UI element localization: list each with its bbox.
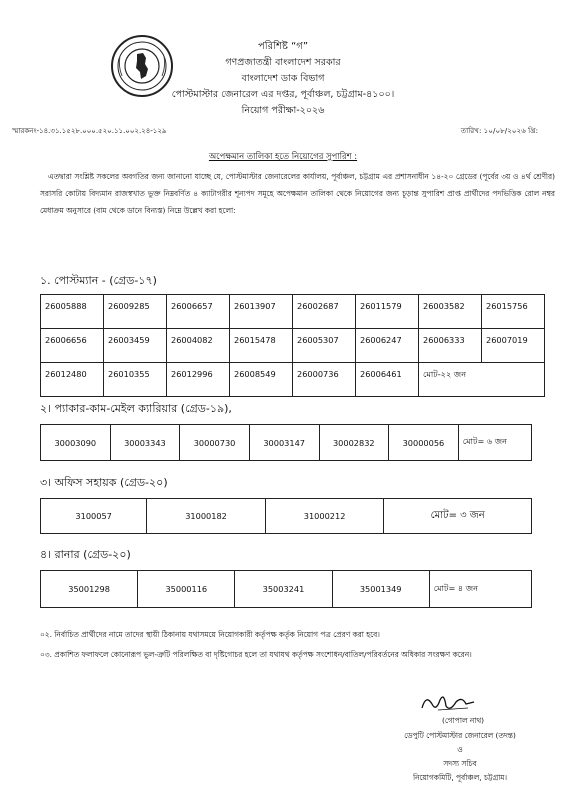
- total-cell: মোট-২২ জন: [419, 363, 545, 397]
- exam-title: নিয়োগ পরীক্ষা-২০২৬: [241, 105, 325, 116]
- roll-cell: 26006656: [41, 329, 104, 363]
- government-name: গণপ্রজাতন্ত্রী বাংলাদেশ সরকার: [225, 57, 341, 68]
- handwritten-signature: [418, 690, 478, 716]
- signer-name: (গোপাল নাথ): [441, 716, 485, 725]
- roll-cell: 26013907: [230, 295, 293, 329]
- roll-cell: 26006333: [419, 329, 482, 363]
- roll-cell: 30003090: [41, 425, 111, 461]
- roll-cell: 26004082: [167, 329, 230, 363]
- subject-line: অপেক্ষমান তালিকা হতে নিয়োগের সুপারিশ :: [208, 151, 358, 161]
- runner-roll-table: [40, 570, 532, 608]
- intro-paragraph: এতদ্বারা সংশ্লিষ্ট সকলের অবগতির জন্য জানানো যাচ্ছে যে, পোস্টমাস্টার জেনারেলের কার্যালয়, পূর্বাঞ্চল, চট্টগ্রাম এর প্রশাসনাধীন ১৪-২০ গ্রেডের (পূর্বের ৩য় ও ৪র্থ শ্রেণীর) সরাসরি কোটায় বিদ্যমান রাজস্বখাত ভুক্ত নিম্নবর্ণিত ৪ ক্যাটাগরীর শূন্যপদ সমূহে অপেক্ষমান তালিকা থেকে নিয়োগের জন্য চূড়ান্ত সুপারিশ প্রাপ্ত প্রার্থীদের পদভিত্তিক রোল নম্বর মেধাক্রম অনুসারে (বাম থেকে ডানে বিন্যস্ত) নিম্নে উল্লেখ করা হলো:: [40, 172, 555, 215]
- department-name: বাংলাদেশ ডাক বিভাগ: [241, 73, 325, 84]
- roll-cell: 35001298: [41, 571, 138, 608]
- section-title-runner: ৪। রানার (গ্রেড-২০): [40, 548, 131, 561]
- roll-cell: 26012480: [41, 363, 104, 397]
- roll-cell: 26005307: [293, 329, 356, 363]
- office-name: পোস্টমাস্টার জেনারেল এর দপ্তর, পূর্বাঞ্চল, চট্টগ্রাম-৪১০০।: [171, 89, 395, 100]
- appendix-label: পরিশিষ্ট “গ”: [257, 41, 309, 52]
- roll-cell: 26005888: [41, 295, 104, 329]
- roll-cell: 30003343: [110, 425, 180, 461]
- table-row: [41, 499, 532, 534]
- section-title-postman: ১. পোস্টম্যান - (গ্রেড-১৭): [40, 274, 157, 287]
- roll-cell: 35001349: [332, 571, 429, 608]
- roll-cell: 26008549: [230, 363, 293, 397]
- section-title-packer: ২। প্যাকার-কাম-মেইল ক্যারিয়ার (গ্রেড-১৯),: [40, 402, 232, 415]
- signer-and: ও: [457, 745, 463, 754]
- roll-cell: 31000212: [265, 499, 384, 534]
- roll-cell: 26003459: [104, 329, 167, 363]
- total-cell: মোট= ৩ জন: [384, 499, 532, 534]
- note-3: ০৩. প্রকাশিত ফলাফলে কোনোরূপ ভুল-ত্রুটি পরিলক্ষিত বা দৃষ্টিগোচর হলে তা যথাযথ কর্তৃপক্ষ সংশোধন/বাতিল/পরিবর্তনের অধিকার সংরক্ষণ করেন।: [40, 650, 472, 659]
- table-row: [41, 329, 545, 363]
- roll-cell: 26006247: [356, 329, 419, 363]
- roll-cell: 26000736: [293, 363, 356, 397]
- note-2: ০২. নির্বাচিত প্রার্থীদের নামে তাদের স্থায়ী ঠিকানায় যথাসময়ে নিয়োগকারী কর্তৃপক্ষ কর্তৃক নিয়োগ পত্র প্রেরণ করা হবে।: [40, 630, 380, 639]
- table-row: [41, 425, 532, 461]
- table-row: [41, 363, 545, 397]
- postman-roll-table: [40, 294, 545, 397]
- roll-cell: 30003147: [249, 425, 319, 461]
- table-row: [41, 571, 532, 608]
- roll-cell: 26003582: [419, 295, 482, 329]
- office-assistant-roll-table: [40, 498, 532, 534]
- roll-cell: 26002687: [293, 295, 356, 329]
- roll-cell: 26006657: [167, 295, 230, 329]
- table-row: [41, 295, 545, 329]
- issue-date: তারিখ: ১০/০৮/২০২৬ খ্রি:: [460, 126, 538, 135]
- memo-number: স্মারকনং-১৪.৩১.১৫২৮.০০০.৫২০.১১.০০২.২৪-১২৯: [12, 126, 167, 135]
- roll-cell: 35003241: [235, 571, 332, 608]
- roll-cell: 26007019: [482, 329, 545, 363]
- roll-cell: 30000056: [389, 425, 459, 461]
- roll-cell: 30000730: [180, 425, 250, 461]
- roll-cell: 3100057: [41, 499, 147, 534]
- roll-cell: 35000116: [138, 571, 235, 608]
- packer-roll-table: [40, 424, 532, 461]
- signer-designation: ডেপুটি পোস্টমাস্টার জেনারেল (তদন্ত): [404, 731, 516, 740]
- section-title-office-assistant: ৩। অফিস সহায়ক (গ্রেড-২০): [40, 476, 168, 489]
- roll-cell: 26009285: [104, 295, 167, 329]
- roll-cell: 26011579: [356, 295, 419, 329]
- roll-cell: 30002832: [319, 425, 389, 461]
- roll-cell: 31000182: [147, 499, 266, 534]
- roll-cell: 26015756: [482, 295, 545, 329]
- roll-cell: 26012996: [167, 363, 230, 397]
- total-cell: মোট= ৪ জন: [429, 571, 531, 608]
- signer-committee: নিয়োগকমিটি, পূর্বাঞ্চল, চট্টগ্রাম।: [412, 773, 508, 782]
- signer-role: সদস্য সচিব: [443, 759, 477, 768]
- roll-cell: 26010355: [104, 363, 167, 397]
- total-cell: মোট= ৬ জন: [458, 425, 531, 461]
- roll-cell: 26015478: [230, 329, 293, 363]
- roll-cell: 26006461: [356, 363, 419, 397]
